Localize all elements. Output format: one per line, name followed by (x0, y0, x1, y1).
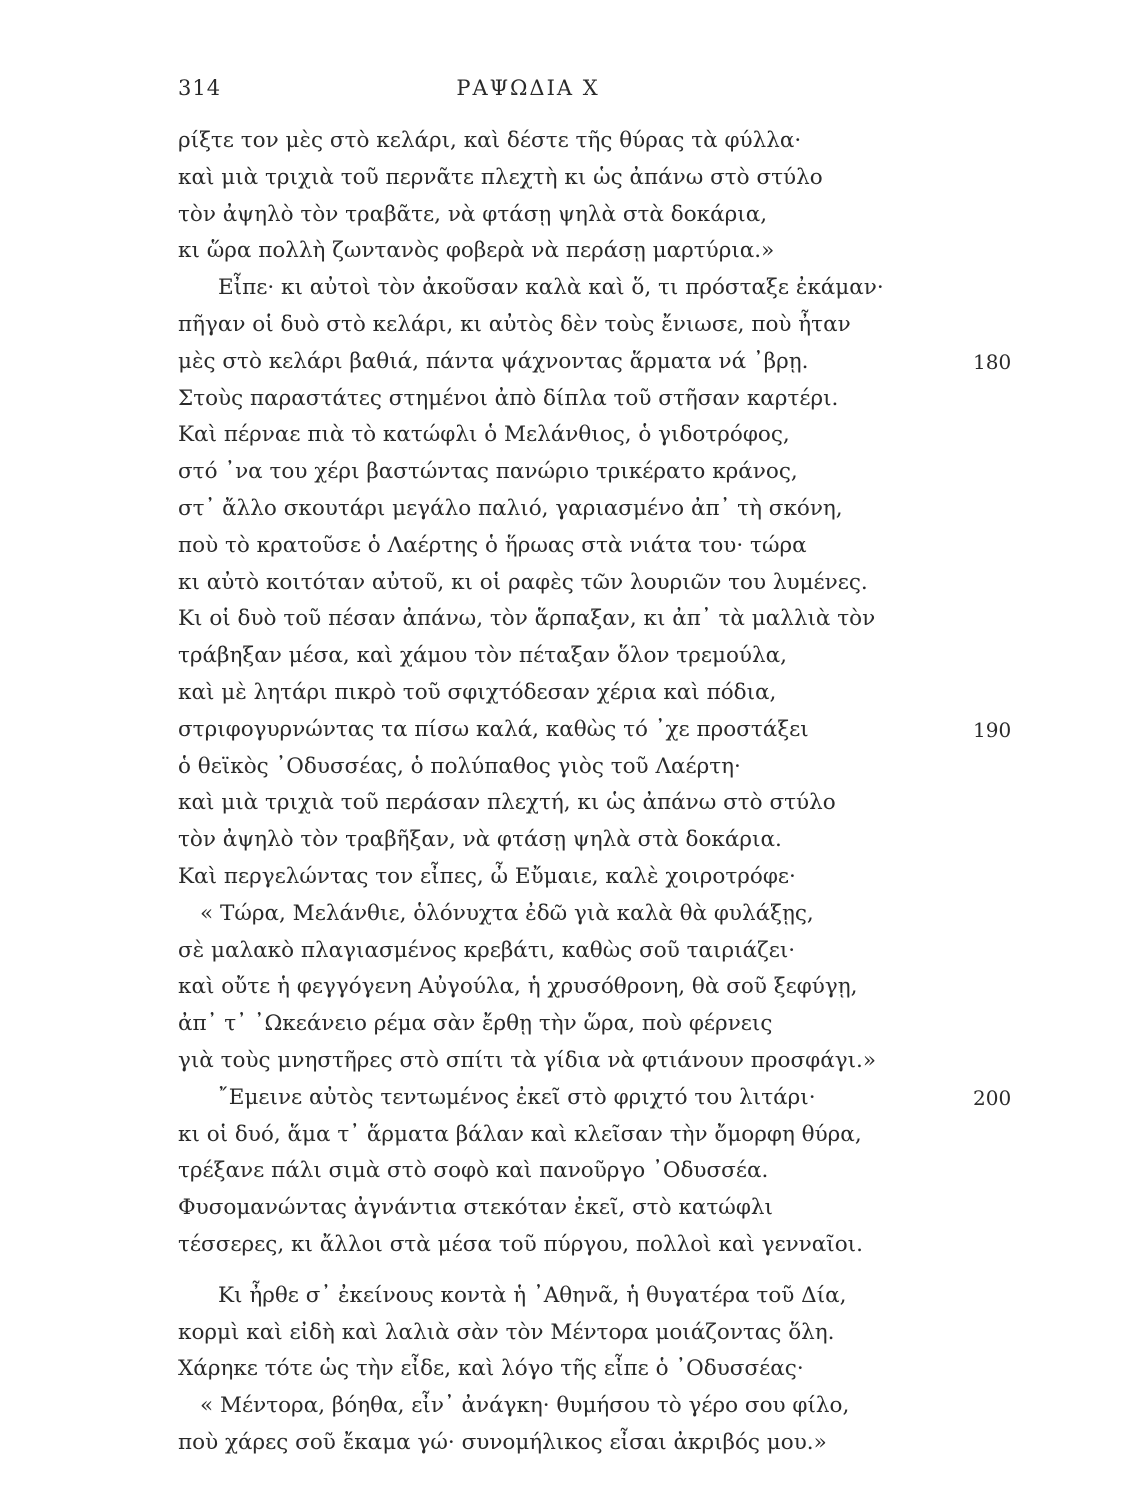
verse-line (178, 1153, 998, 1190)
verse-line (178, 1117, 998, 1154)
verse-text: Φυσομανώντας ἀγνάντια στεκόταν ἐκεῖ, στὸ κατώφλι (178, 1195, 773, 1221)
verse-text: κι ὥρα πολλὴ ζωντανὸς φοβερὰ νὰ περάσῃ μαρτύρια.» (178, 238, 775, 264)
verse-line (178, 1190, 998, 1227)
verse-text: στριφογυρνώντας τα πίσω καλά, καθὼς τό ᾿χε προστάξει (178, 716, 809, 742)
verse-line (178, 491, 998, 528)
verse-text: καὶ μιὰ τριχιὰ τοῦ περνᾶτε πλεχτὴ κι ὡς ἀπάνω στὸ στύλο (178, 164, 823, 190)
verse-block (178, 123, 1012, 1462)
verse-line (178, 749, 998, 786)
line-number: 190 (973, 717, 1012, 742)
verse-line (178, 565, 998, 602)
verse-text: Καὶ πέρναε πιὰ τὸ κατώφλι ὁ Μελάνθιος, ὁ γιδοτρόφος, (178, 422, 790, 448)
verse-text: Χάρηκε τότε ὡς τὴν εἶδε, καὶ λόγο τῆς εἶπε ὁ ᾿Οδυσσέας· (178, 1356, 804, 1382)
verse-line (178, 381, 998, 418)
verse-text: στ᾿ ἄλλο σκουτάρι μεγάλο παλιό, γαριασμένο ἀπ᾿ τὴ σκόνη, (178, 495, 843, 521)
verse-line (178, 822, 998, 859)
verse-line (178, 528, 998, 565)
verse-text: Εἶπε· κι αὐτοὶ τὸν ἀκοῦσαν καλὰ καὶ ὅ, τι πρόσταξε ἐκάμαν· (218, 275, 884, 301)
verse-text: ρίξτε τον μὲς στὸ κελάρι, καὶ δέστε τῆς θύρας τὰ φύλλα· (178, 128, 802, 153)
verse-line (178, 1227, 998, 1264)
page-number: 314 (178, 76, 222, 100)
verse-text: Καὶ περγελώντας τον εἶπες, ὦ Εὔμαιε, καλὲ χοιροτρόφε· (178, 863, 796, 889)
verse-text: Κι ἦρθε σ᾿ ἐκείνους κοντὰ ἡ ᾿Αθηνᾶ, ἡ θυγατέρα τοῦ Δία, (218, 1282, 847, 1308)
verse-line (178, 1043, 998, 1080)
verse-text: « Τώρα, Μελάνθιε, ὁλόνυχτα ἐδῶ γιὰ καλὰ θὰ φυλάξῃς, (200, 900, 814, 926)
verse-text: στό ᾿να του χέρι βαστώντας πανώριο τρικέρατο κράνος, (178, 459, 798, 485)
verse-line (178, 197, 998, 234)
verse-line (178, 160, 998, 197)
running-title: ΡΑΨΩΔΙΑ Χ (456, 76, 600, 100)
verse-line (178, 123, 998, 160)
verse-line (178, 933, 998, 970)
verse-line (178, 1006, 998, 1043)
verse-text: σὲ μαλακὸ πλαγιασμένος κρεβάτι, καθὼς σοῦ ταιριάζει· (178, 937, 796, 963)
page-header (178, 76, 978, 106)
verse-line (178, 233, 998, 270)
verse-line (178, 454, 998, 491)
verse-text: ῎Εμεινε αὐτὸς τεντωμένος ἐκεῖ στὸ φριχτό του λιτάρι· (218, 1084, 816, 1110)
verse-text: ποὺ τὸ κρατοῦσε ὁ Λαέρτης ὁ ἥρωας στὰ νιάτα του· τώρα (178, 532, 807, 558)
verse-line (178, 1351, 998, 1388)
verse-text: μὲς στὸ κελάρι βαθιά, πάντα ψάχνοντας ἅρματα νά ᾿βρῃ. (178, 348, 809, 374)
verse-text: γιὰ τοὺς μνηστῆρες στὸ σπίτι τὰ γίδια νὰ φτιάνουν προσφάγι.» (178, 1047, 876, 1073)
verse-line (178, 859, 998, 896)
verse-text: κι οἱ δυό, ἅμα τ᾿ ἅρματα βάλαν καὶ κλεῖσαν τὴν ὄμορφη θύρα, (178, 1121, 862, 1147)
verse-text: ποὺ χάρες σοῦ ἔκαμα γώ· συνομήλικος εἶσαι ἀκριβός μου.» (178, 1429, 827, 1455)
verse-line (178, 896, 998, 933)
verse-text: τὸν ἀψηλὸ τὸν τραβᾶτε, νὰ φτάσῃ ψηλὰ στὰ δοκάρια, (178, 201, 768, 227)
verse-line (178, 638, 998, 675)
verse-text: καὶ οὔτε ἡ φεγγόγενη Αὐγούλα, ἡ χρυσόθρονη, θὰ σοῦ ξεφύγῃ, (178, 974, 858, 1000)
verse-line (178, 601, 998, 638)
verse-text: ἀπ᾿ τ᾿ ᾿Ωκεάνειο ρέμα σὰν ἔρθῃ τὴν ὥρα, ποὺ φέρνεις (178, 1011, 773, 1037)
verse-text: τρέξανε πάλι σιμὰ στὸ σοφὸ καὶ πανοῦργο ᾿Οδυσσέα. (178, 1158, 769, 1184)
verse-text: τὸν ἀψηλὸ τὸν τραβῆξαν, νὰ φτάσῃ ψηλὰ στὰ δοκάρια. (178, 827, 782, 853)
line-number: 180 (973, 349, 1012, 374)
verse-text: καὶ μὲ λητάρι πικρὸ τοῦ σφιχτόδεσαν χέρια καὶ πόδια, (178, 679, 777, 705)
verse-line (178, 307, 998, 344)
verse-line (178, 1388, 998, 1425)
verse-text: Στοὺς παραστάτες στημένοι ἀπὸ δίπλα τοῦ στῆσαν καρτέρι. (178, 385, 839, 411)
verse-text: κι αὐτὸ κοιτόταν αὐτοῦ, κι οἱ ραφὲς τῶν λουριῶν του λυμένες. (178, 569, 868, 595)
verse-text: τέσσερες, κι ἄλλοι στὰ μέσα τοῦ πύργου, πολλοὶ καὶ γενναῖοι. (178, 1231, 863, 1257)
verse-line (178, 1278, 998, 1315)
verse-line (178, 1080, 1012, 1117)
verse-text: Κι οἱ δυὸ τοῦ πέσαν ἀπάνω, τὸν ἅρπαξαν, κι ἀπ᾿ τὰ μαλλιὰ τὸν (178, 606, 876, 632)
verse-line (178, 417, 998, 454)
line-number: 200 (973, 1085, 1012, 1110)
verse-text: πῆγαν οἱ δυὸ στὸ κελάρι, κι αὐτὸς δὲν τοὺς ἔνιωσε, ποὺ ἦταν (178, 311, 851, 337)
verse-line (178, 270, 998, 307)
verse-text: « Μέντορα, βόηθα, εἶν᾿ ἀνάγκη· θυμήσου τὸ γέρο σου φίλο, (200, 1393, 850, 1419)
verse-line (178, 1425, 998, 1462)
verse-line (178, 712, 1012, 749)
verse-text: ὁ θεϊκὸς ᾿Οδυσσέας, ὁ πολύπαθος γιὸς τοῦ Λαέρτη· (178, 753, 741, 779)
verse-line (178, 675, 998, 712)
verse-text: τράβηξαν μέσα, καὶ χάμου τὸν πέταξαν ὅλον τρεμούλα, (178, 643, 787, 669)
verse-line (178, 785, 998, 822)
verse-line (178, 1315, 998, 1352)
verse-line (178, 344, 1012, 381)
verse-text: κορμὶ καὶ εἰδὴ καὶ λαλιὰ σὰν τὸν Μέντορα μοιάζοντας ὅλη. (178, 1319, 835, 1345)
verse-text: καὶ μιὰ τριχιὰ τοῦ περάσαν πλεχτή, κι ὡς ἀπάνω στὸ στύλο (178, 790, 836, 816)
verse-line (178, 969, 998, 1006)
